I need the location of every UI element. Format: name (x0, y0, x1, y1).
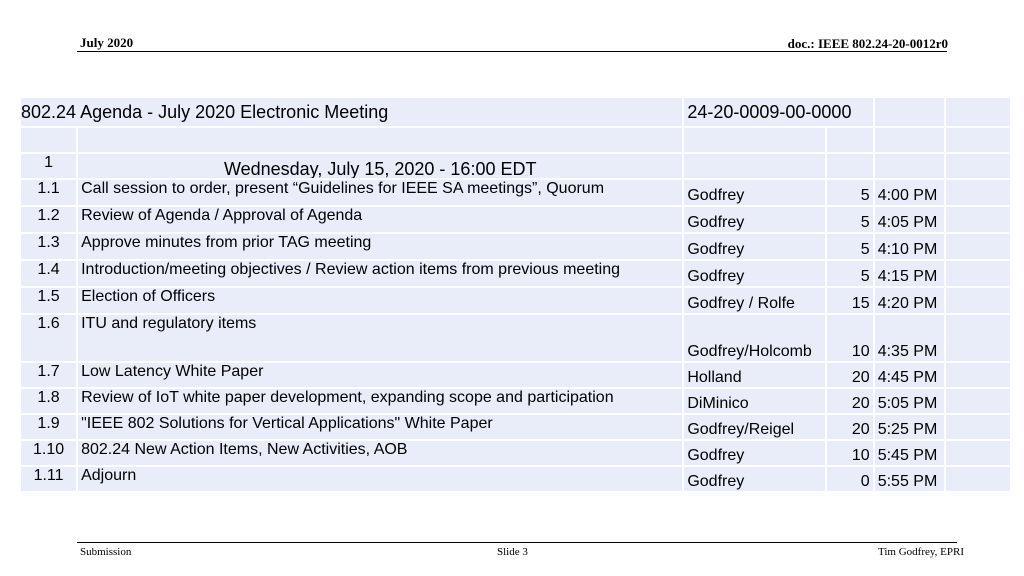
empty-cell (946, 467, 1010, 491)
item-minutes: 20 (827, 415, 873, 439)
item-start-time: 5:55 PM (875, 467, 944, 491)
item-presenter: Godfrey (684, 207, 824, 232)
item-start-time: 4:00 PM (875, 180, 944, 205)
item-number: 1.5 (21, 288, 76, 313)
item-number: 1.3 (21, 234, 76, 259)
item-start-time: 4:35 PM (875, 315, 944, 361)
empty-cell (875, 128, 944, 152)
section-row (21, 154, 1010, 178)
item-presenter: Godfrey (684, 180, 824, 205)
item-description: ITU and regulatory items (78, 315, 682, 361)
item-description: Election of Officers (78, 288, 682, 313)
section-title: Wednesday, July 15, 2020 - 16:00 EDT (78, 154, 682, 178)
header-date: July 2020 (80, 35, 134, 50)
agenda-table (19, 96, 1012, 493)
agenda-item-row (21, 467, 1010, 491)
item-description: Adjourn (78, 467, 682, 491)
item-presenter: Godfrey/Holcomb (684, 315, 824, 361)
agenda-title: 802.24 Agenda - July 2020 Electronic Meeting (21, 98, 682, 126)
empty-cell (946, 363, 1010, 387)
item-minutes: 5 (827, 180, 873, 205)
agenda-doc-number: 24-20-0009-00-0000 (684, 98, 872, 126)
empty-cell (21, 128, 76, 152)
item-presenter: Godfrey (684, 234, 824, 259)
empty-cell (946, 180, 1010, 205)
header-divider (77, 51, 947, 52)
item-number: 1.2 (21, 207, 76, 232)
empty-cell (827, 154, 873, 178)
empty-cell (875, 154, 944, 178)
item-start-time: 4:10 PM (875, 234, 944, 259)
item-presenter: DiMinico (684, 389, 824, 413)
agenda-item-row (21, 234, 1010, 259)
header-doc-id: doc.: IEEE 802.24-20-0012r0 (787, 36, 948, 51)
footer-divider (77, 542, 957, 543)
empty-cell (946, 315, 1010, 361)
item-minutes: 10 (827, 315, 873, 361)
item-description: Review of IoT white paper development, expanding scope and participation (78, 389, 682, 413)
agenda-item-row (21, 389, 1010, 413)
empty-cell (946, 261, 1010, 286)
item-presenter: Godfrey (684, 467, 824, 491)
agenda-item-row (21, 315, 1010, 361)
empty-cell (684, 128, 824, 152)
agenda-item-row (21, 180, 1010, 205)
spacer-row (21, 128, 1010, 152)
item-minutes: 5 (827, 261, 873, 286)
item-minutes: 15 (827, 288, 873, 313)
empty-cell (827, 128, 873, 152)
item-number: 1.7 (21, 363, 76, 387)
agenda-item-row (21, 288, 1010, 313)
empty-cell (946, 288, 1010, 313)
item-start-time: 5:45 PM (875, 441, 944, 465)
empty-cell (946, 389, 1010, 413)
empty-cell (946, 98, 1010, 126)
agenda-title-row (21, 98, 1010, 126)
item-start-time: 4:20 PM (875, 288, 944, 313)
item-minutes: 20 (827, 363, 873, 387)
agenda-item-row (21, 415, 1010, 439)
agenda-item-row (21, 363, 1010, 387)
item-start-time: 5:25 PM (875, 415, 944, 439)
section-number: 1 (21, 154, 76, 178)
item-presenter: Godfrey (684, 441, 824, 465)
agenda-item-row (21, 441, 1010, 465)
item-presenter: Godfrey/Reigel (684, 415, 824, 439)
empty-cell (684, 154, 824, 178)
item-description: "IEEE 802 Solutions for Vertical Applications" White Paper (78, 415, 682, 439)
empty-cell (78, 128, 682, 152)
item-start-time: 5:05 PM (875, 389, 944, 413)
item-description: Approve minutes from prior TAG meeting (78, 234, 682, 259)
empty-cell (946, 415, 1010, 439)
item-presenter: Godfrey / Rolfe (684, 288, 824, 313)
item-description: Call session to order, present “Guidelines for IEEE SA meetings”, Quorum (78, 180, 682, 205)
item-description: Introduction/meeting objectives / Review action items from previous meeting (78, 261, 682, 286)
agenda-item-row (21, 261, 1010, 286)
empty-cell (946, 154, 1010, 178)
item-minutes: 20 (827, 389, 873, 413)
item-number: 1.1 (21, 180, 76, 205)
footer-slide-number: Slide 3 (497, 546, 528, 558)
item-description: 802.24 New Action Items, New Activities, AOB (78, 441, 682, 465)
item-description: Low Latency White Paper (78, 363, 682, 387)
item-number: 1.11 (21, 467, 76, 491)
empty-cell (875, 98, 944, 126)
agenda-item-row (21, 207, 1010, 232)
item-minutes: 10 (827, 441, 873, 465)
empty-cell (946, 234, 1010, 259)
item-start-time: 4:15 PM (875, 261, 944, 286)
item-number: 1.6 (21, 315, 76, 361)
item-number: 1.8 (21, 389, 76, 413)
item-start-time: 4:05 PM (875, 207, 944, 232)
footer-submission: Submission (80, 546, 132, 558)
item-presenter: Holland (684, 363, 824, 387)
item-minutes: 0 (827, 467, 873, 491)
item-number: 1.4 (21, 261, 76, 286)
item-start-time: 4:45 PM (875, 363, 944, 387)
empty-cell (946, 207, 1010, 232)
item-minutes: 5 (827, 207, 873, 232)
item-description: Review of Agenda / Approval of Agenda (78, 207, 682, 232)
item-number: 1.10 (21, 441, 76, 465)
footer-author: Tim Godfrey, EPRI (878, 546, 964, 558)
item-presenter: Godfrey (684, 261, 824, 286)
empty-cell (946, 128, 1010, 152)
empty-cell (946, 441, 1010, 465)
item-number: 1.9 (21, 415, 76, 439)
item-minutes: 5 (827, 234, 873, 259)
